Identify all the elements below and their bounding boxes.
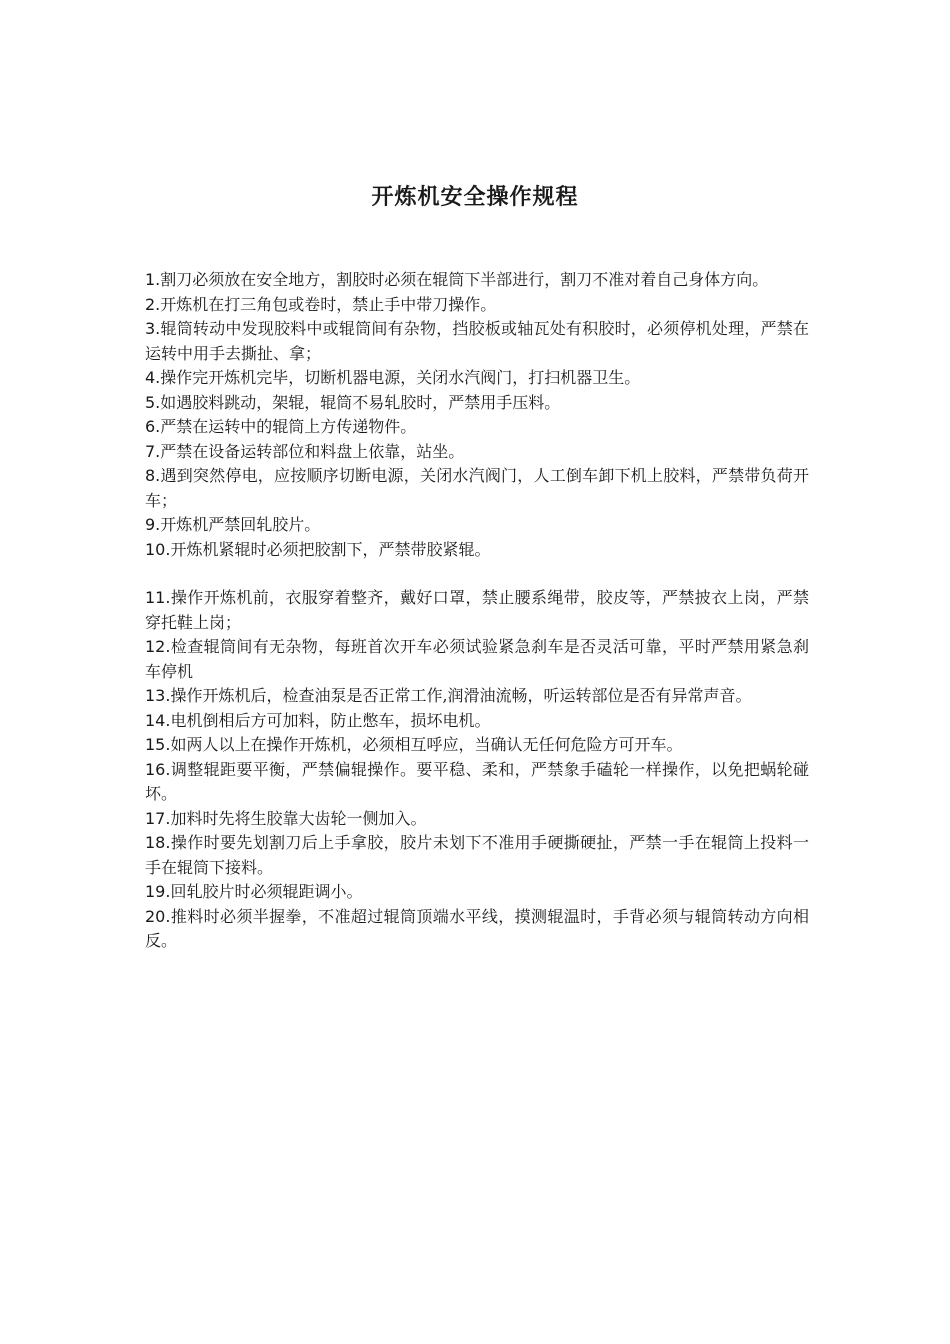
rules-list <box>145 268 809 954</box>
rule-text: 操作开炼机前，衣服穿着整齐，戴好口罩，禁止腰系绳带，胶皮等，严禁披衣上岗，严禁穿托鞋上岗； <box>145 588 809 632</box>
list-item <box>145 905 809 954</box>
rule-number: 18. <box>145 833 171 852</box>
rule-text: 推料时必须半握拳，不准超过辊筒顶端水平线，摸测辊温时，手背必须与辊筒转动方向相反。 <box>145 906 809 950</box>
rule-text: 如遇胶料跳动，架辊，辊筒不易轧胶时，严禁用手压料。 <box>160 392 561 412</box>
rule-text: 操作完开炼机完毕，切断机器电源，关闭水汽阀门，打扫机器卫生。 <box>160 368 641 387</box>
rule-text: 开炼机严禁回轧胶片。 <box>160 515 321 534</box>
rule-number: 13. <box>145 686 171 705</box>
list-item <box>145 758 809 807</box>
rule-number: 6. <box>145 417 161 436</box>
rule-number: 12. <box>145 637 171 656</box>
rule-number: 15. <box>145 735 171 754</box>
list-item <box>145 366 809 391</box>
rule-text: 割刀必须放在安全地方，割胶时必须在辊筒下半部进行，割刀不准对着自己身体方向。 <box>160 270 769 289</box>
rule-number: 9. <box>145 515 161 534</box>
rule-number: 4. <box>145 368 161 387</box>
page-title: 开炼机安全操作规程 <box>371 185 579 210</box>
rule-text: 严禁在设备运转部位和料盘上依靠，站坐。 <box>160 441 465 461</box>
list-item <box>145 391 809 416</box>
list-item <box>145 268 809 293</box>
list-item <box>145 538 809 563</box>
list-item <box>145 709 809 734</box>
rule-number: 8. <box>145 466 161 485</box>
list-item <box>145 831 809 880</box>
rule-text: 调整辊距要平衡，严禁偏辊操作。要平稳、柔和，严禁象手磕轮一样操作，以免把蜗轮碰坏。 <box>145 759 809 803</box>
rule-text: 开炼机紧辊时必须把胶割下，严禁带胶紧辊。 <box>170 539 491 559</box>
list-item <box>145 684 809 709</box>
rule-number: 16. <box>145 759 171 779</box>
list-item <box>145 880 809 905</box>
list-item <box>145 293 809 318</box>
rule-text: 辊筒转动中发现胶料中或辊筒间有杂物，挡胶板或轴瓦处有积胶时，必须停机处理，严禁在运转中用手去撕扯、拿； <box>145 319 809 363</box>
list-item <box>145 415 809 440</box>
rule-number: 1. <box>145 270 161 289</box>
list-item <box>145 317 809 366</box>
rule-number: 17. <box>145 808 171 828</box>
rule-number: 10. <box>145 539 171 559</box>
list-item <box>145 635 809 684</box>
rule-text: 开炼机在打三角包或卷时，禁止手中带刀操作。 <box>160 294 497 314</box>
rule-text: 加料时先将生胶靠大齿轮一侧加入。 <box>170 808 427 828</box>
list-item <box>145 733 809 758</box>
list-item <box>145 807 809 832</box>
rule-text: 遇到突然停电，应按顺序切断电源，关闭水汽阀门，人工倒车卸下机上胶料，严禁带负荷开车； <box>145 466 809 510</box>
section-gap <box>145 562 809 586</box>
rule-number: 2. <box>145 294 161 314</box>
rule-text: 电机倒相后方可加料，防止憋车，损坏电机。 <box>170 710 491 730</box>
rule-number: 3. <box>145 319 161 338</box>
rule-text: 回轧胶片时必须辊距调小。 <box>170 882 363 901</box>
rule-number: 11. <box>145 588 171 607</box>
list-item <box>145 586 809 635</box>
rule-text: 操作开炼机后，检查油泵是否正常工作,润滑油流畅，听运转部位是否有异常声音。 <box>170 686 752 705</box>
rule-text: 操作时要先划割刀后上手拿胶，胶片未划下不准用手硬撕硬扯，严禁一手在辊筒上投料一手在辊筒下接料。 <box>145 833 809 877</box>
rule-text: 检查辊筒间有无杂物，每班首次开车必须试验紧急刹车是否灵活可靠，平时严禁用紧急刹车停机 <box>145 637 809 681</box>
rule-number: 7. <box>145 441 161 461</box>
rule-number: 5. <box>145 392 161 412</box>
rule-number: 20. <box>145 906 171 926</box>
rule-text: 严禁在运转中的辊筒上方传递物件。 <box>160 417 417 436</box>
list-item <box>145 440 809 465</box>
rule-number: 19. <box>145 882 171 901</box>
list-item <box>145 464 809 513</box>
rule-number: 14. <box>145 710 171 730</box>
rule-text: 如两人以上在操作开炼机，必须相互呼应，当确认无任何危险方可开车。 <box>170 735 683 754</box>
list-item <box>145 513 809 538</box>
